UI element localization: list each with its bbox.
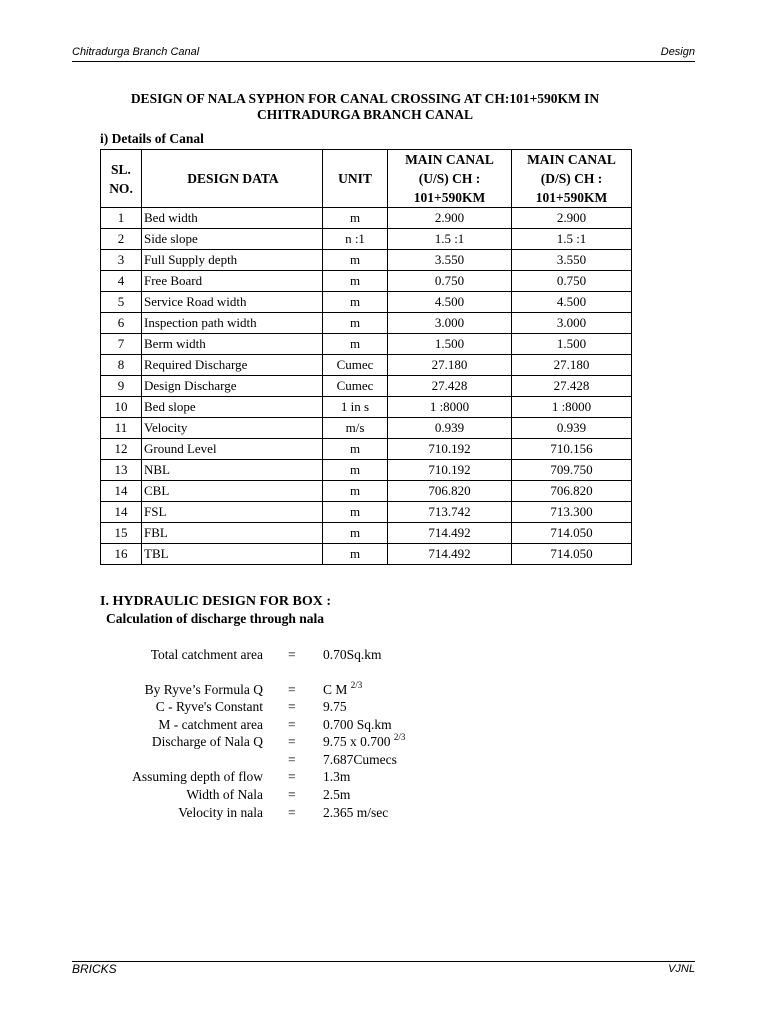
cell-sl-no: 12 [101, 439, 142, 460]
cell-us-value: 4.500 [388, 292, 512, 313]
cell-design-data: Required Discharge [142, 355, 323, 376]
table-row [101, 460, 632, 481]
cell-unit: Cumec [323, 355, 388, 376]
footer-left-text: BRICKS [72, 962, 117, 976]
footer-rule [72, 961, 695, 962]
cell-sl-no: 5 [101, 292, 142, 313]
cell-ds-value: 0.939 [512, 418, 632, 439]
cell-unit: m [323, 250, 388, 271]
hydraulic-design-heading: I. HYDRAULIC DESIGN FOR BOX : [100, 594, 332, 609]
calc-value [323, 717, 392, 733]
calc-equals-sign: = [288, 769, 296, 784]
cell-ds-value: 714.050 [512, 544, 632, 565]
cell-sl-no: 9 [101, 376, 142, 397]
table-row [101, 397, 632, 418]
calc-value [323, 699, 347, 715]
table-row [101, 502, 632, 523]
calc-value-text: 9.75 [323, 699, 347, 714]
cell-sl-no: 1 [101, 208, 142, 229]
cell-unit: m [323, 460, 388, 481]
calc-value-text: 7.687Cumecs [323, 752, 397, 767]
table-row [101, 271, 632, 292]
cell-us-value: 27.180 [388, 355, 512, 376]
calc-label: Total catchment area [150, 647, 263, 662]
calc-row [100, 717, 500, 735]
calc-value-text: 2.5m [323, 787, 351, 802]
header-main-canal-ds [512, 150, 632, 208]
canal-details-table [100, 149, 632, 565]
calc-label: M - catchment area [158, 717, 263, 732]
cell-design-data: Full Supply depth [142, 250, 323, 271]
calc-label: C - Ryve's Constant [155, 699, 263, 714]
cell-unit: n :1 [323, 229, 388, 250]
cell-ds-value: 706.820 [512, 481, 632, 502]
cell-ds-value: 3.550 [512, 250, 632, 271]
cell-design-data: FBL [142, 523, 323, 544]
cell-us-value: 3.000 [388, 313, 512, 334]
canal-table-body [101, 208, 632, 565]
cell-us-value: 714.492 [388, 523, 512, 544]
calc-label: Velocity in nala [178, 805, 263, 820]
cell-design-data: TBL [142, 544, 323, 565]
cell-us-value: 1.500 [388, 334, 512, 355]
table-header-row [101, 150, 632, 208]
cell-us-value: 1 :8000 [388, 397, 512, 418]
table-row [101, 439, 632, 460]
calc-row [100, 769, 500, 787]
cell-ds-value: 713.300 [512, 502, 632, 523]
calc-value-text: C M [323, 682, 351, 697]
header-us-line-3: 101+590KM [413, 190, 486, 205]
cell-design-data: NBL [142, 460, 323, 481]
header-design-data: DESIGN DATA [142, 150, 323, 208]
cell-us-value: 713.742 [388, 502, 512, 523]
cell-sl-no: 7 [101, 334, 142, 355]
table-row [101, 355, 632, 376]
cell-us-value: 710.192 [388, 439, 512, 460]
calc-value [323, 734, 405, 750]
cell-design-data: Free Board [142, 271, 323, 292]
cell-ds-value: 4.500 [512, 292, 632, 313]
cell-ds-value: 710.156 [512, 439, 632, 460]
cell-ds-value: 27.180 [512, 355, 632, 376]
cell-us-value: 714.492 [388, 544, 512, 565]
header-us-line-2: (U/S) CH : [418, 171, 481, 186]
table-row [101, 229, 632, 250]
cell-ds-value: 1.5 :1 [512, 229, 632, 250]
calc-equals-sign: = [288, 647, 296, 662]
header-main-canal-us [388, 150, 512, 208]
calc-exponent: 2/3 [350, 680, 363, 690]
calc-label: Discharge of Nala Q [151, 734, 263, 749]
calc-row [100, 682, 500, 700]
document-title [100, 91, 630, 123]
cell-ds-value: 714.050 [512, 523, 632, 544]
calc-value [323, 787, 350, 803]
cell-sl-no: 14 [101, 502, 142, 523]
calc-row [100, 787, 500, 805]
calc-value [323, 769, 350, 785]
cell-ds-value: 709.750 [512, 460, 632, 481]
header-sl-no [101, 150, 142, 208]
calc-value [323, 805, 388, 821]
title-line-1: DESIGN OF NALA SYPHON FOR CANAL CROSSING AT CH:101+590KM IN [130, 91, 600, 106]
cell-design-data: Service Road width [142, 292, 323, 313]
cell-unit: 1 in s [323, 397, 388, 418]
cell-unit: m [323, 481, 388, 502]
cell-unit: m [323, 523, 388, 544]
table-row [101, 313, 632, 334]
calc-equals-sign: = [288, 787, 296, 802]
calc-row [100, 752, 500, 770]
header-unit: UNIT [323, 150, 388, 208]
calc-label: Width of Nala [186, 787, 263, 802]
table-row [101, 292, 632, 313]
calc-value-text: 0.700 Sq.km [323, 717, 392, 732]
cell-us-value: 0.750 [388, 271, 512, 292]
cell-design-data: Inspection path width [142, 313, 323, 334]
cell-us-value: 3.550 [388, 250, 512, 271]
table-row [101, 334, 632, 355]
cell-sl-no: 8 [101, 355, 142, 376]
cell-design-data: CBL [142, 481, 323, 502]
cell-unit: m [323, 208, 388, 229]
cell-sl-no: 4 [101, 271, 142, 292]
cell-design-data: Side slope [142, 229, 323, 250]
cell-us-value: 27.428 [388, 376, 512, 397]
header-right-text: Design [660, 46, 695, 58]
cell-sl-no: 10 [101, 397, 142, 418]
table-row [101, 250, 632, 271]
header-no-line: NO. [109, 180, 133, 196]
calc-row [100, 699, 500, 717]
calc-equals-sign: = [288, 682, 296, 697]
calc-equals-sign: = [288, 752, 296, 767]
cell-us-value: 0.939 [388, 418, 512, 439]
cell-ds-value: 3.000 [512, 313, 632, 334]
cell-ds-value: 1.500 [512, 334, 632, 355]
calc-value [323, 647, 382, 663]
header-us-line-1: MAIN CANAL [405, 152, 494, 167]
cell-sl-no: 13 [101, 460, 142, 481]
cell-sl-no: 11 [101, 418, 142, 439]
cell-unit: m [323, 502, 388, 523]
cell-unit: m [323, 271, 388, 292]
cell-unit: m [323, 439, 388, 460]
header-sl-line: SL. [111, 161, 131, 177]
section-heading-canal-details: i) Details of Canal [100, 131, 204, 146]
table-row [101, 544, 632, 565]
cell-ds-value: 27.428 [512, 376, 632, 397]
calc-value-text: 1.3m [323, 769, 351, 784]
cell-unit: m [323, 334, 388, 355]
header-ds-line-3: 101+590KM [535, 190, 608, 205]
cell-sl-no: 6 [101, 313, 142, 334]
calc-value [323, 752, 397, 768]
table-row [101, 481, 632, 502]
header-rule [72, 61, 695, 62]
cell-sl-no: 3 [101, 250, 142, 271]
calc-label: Assuming depth of flow [132, 769, 263, 784]
calc-row [100, 734, 500, 752]
cell-design-data: Bed slope [142, 397, 323, 418]
header-ds-line-1: MAIN CANAL [527, 152, 616, 167]
cell-unit: m [323, 292, 388, 313]
calc-value-text: 9.75 x 0.700 [323, 734, 394, 749]
calc-row [100, 647, 500, 665]
header-left-text: Chitradurga Branch Canal [72, 46, 200, 58]
calc-value-text: 2.365 m/sec [323, 805, 389, 820]
title-line-2: CHITRADURGA BRANCH CANAL [256, 107, 473, 122]
calc-value-text: 0.70Sq.km [323, 647, 382, 662]
cell-sl-no: 14 [101, 481, 142, 502]
cell-design-data: Ground Level [142, 439, 323, 460]
calc-equals-sign: = [288, 734, 296, 749]
calc-row [100, 805, 500, 823]
cell-us-value: 1.5 :1 [388, 229, 512, 250]
footer-right-text: VJNL [668, 963, 695, 975]
header-ds-line-2: (D/S) CH : [540, 171, 603, 186]
table-row [101, 418, 632, 439]
cell-ds-value: 1 :8000 [512, 397, 632, 418]
table-row [101, 523, 632, 544]
cell-unit: m [323, 544, 388, 565]
calc-equals-sign: = [288, 717, 296, 732]
cell-us-value: 706.820 [388, 481, 512, 502]
cell-design-data: Design Discharge [142, 376, 323, 397]
cell-sl-no: 16 [101, 544, 142, 565]
cell-design-data: Berm width [142, 334, 323, 355]
cell-unit: Cumec [323, 376, 388, 397]
calc-value [323, 682, 362, 698]
table-row [101, 376, 632, 397]
calc-exponent: 2/3 [393, 732, 406, 742]
table-row [101, 208, 632, 229]
cell-ds-value: 0.750 [512, 271, 632, 292]
cell-design-data: FSL [142, 502, 323, 523]
cell-sl-no: 15 [101, 523, 142, 544]
discharge-calc-subheading: Calculation of discharge through nala [106, 611, 325, 626]
cell-design-data: Bed width [142, 208, 323, 229]
calc-equals-sign: = [288, 699, 296, 714]
cell-us-value: 710.192 [388, 460, 512, 481]
calc-equals-sign: = [288, 805, 296, 820]
cell-ds-value: 2.900 [512, 208, 632, 229]
cell-unit: m [323, 313, 388, 334]
cell-unit: m/s [323, 418, 388, 439]
calc-label: By Ryve’s Formula Q [144, 682, 263, 697]
cell-design-data: Velocity [142, 418, 323, 439]
cell-sl-no: 2 [101, 229, 142, 250]
cell-us-value: 2.900 [388, 208, 512, 229]
